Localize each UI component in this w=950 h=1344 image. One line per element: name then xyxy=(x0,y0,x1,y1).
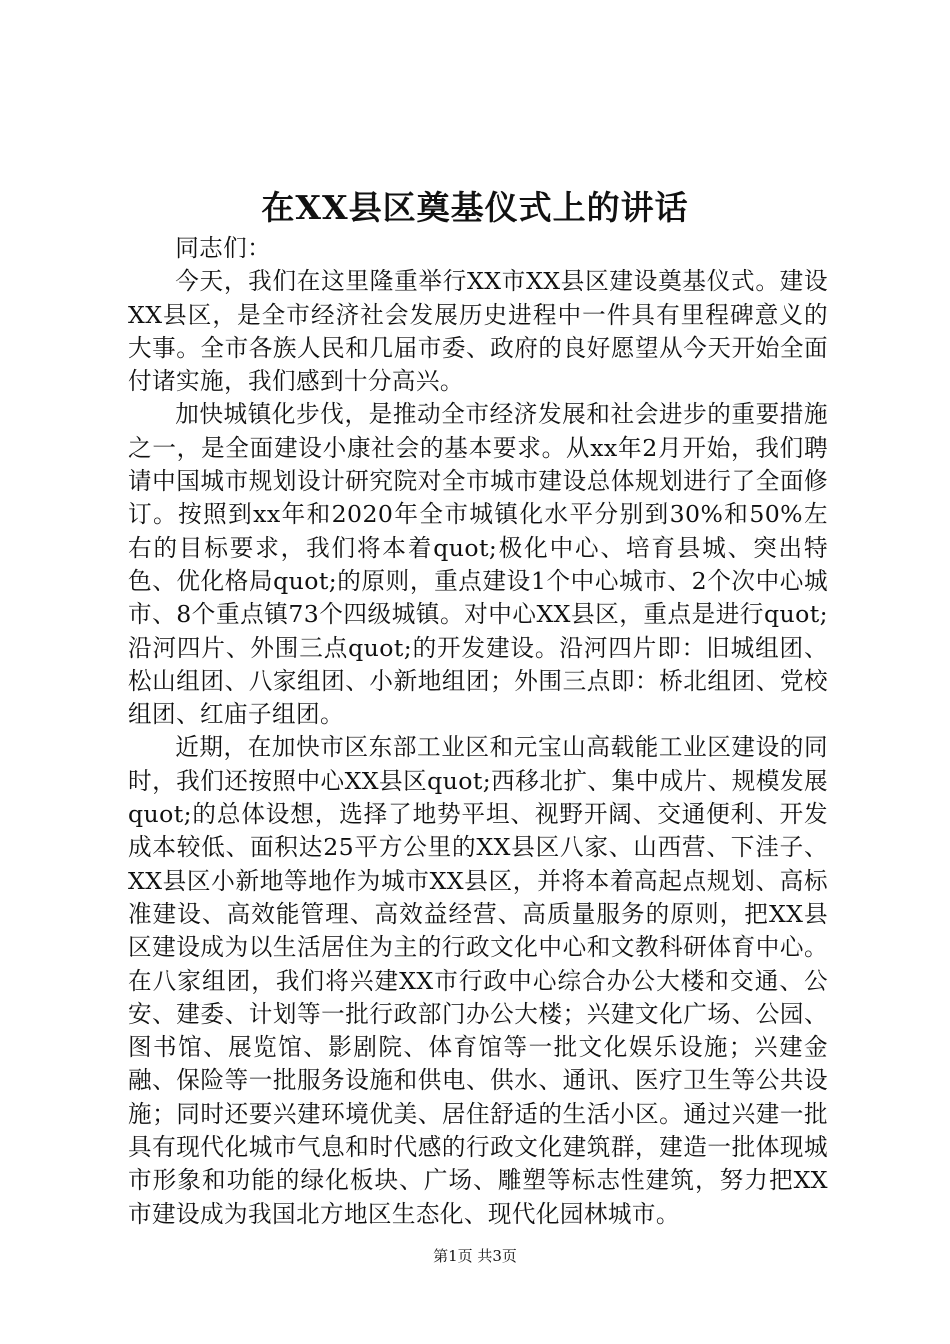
paragraph-3: 近期，在加快市区东部工业区和元宝山高载能工业区建设的同时，我们还按照中心XX县区quot;西移北扩、集中成片、规模发展quot;的总体设想，选择了地势平坦、视野开阔、交通便利、开发成本较低、面积达25平方公里的XX县区八家、山西营、下洼子、XX县区小新地等地作为城市XX县区，并将本着高起点规划、高标准建设、高效能管理、高效益经营、高质量服务的原则，把XX县区建设成为以生活居住为主的行政文化中心和文教科研体育中心。在八家组团，我们将兴建XX市行政中心综合办公大楼和交通、公安、建委、计划等一批行政部门办公大楼；兴建文化广场、公园、图书馆、展览馆、影剧院、体育馆等一批文化娱乐设施；兴建金融、保险等一批服务设施和供电、供水、通讯、医疗卫生等公共设施；同时还要兴建环境优美、居住舒适的生活小区。通过兴建一批具有现代化城市气息和时代感的行政文化建筑群，建造一批体现城市形象和功能的绿化板块、广场、雕塑等标志性建筑，努力把XX市建设成为我国北方地区生态化、现代化园林城市。 xyxy=(128,733,828,1228)
page-number-footer: 第1页 共3页 xyxy=(433,1247,517,1265)
paragraph-2: 加快城镇化步伐，是推动全市经济发展和社会进步的重要措施之一，是全面建设小康社会的基本要求。从xx年2月开始，我们聘请中国城市规划设计研究院对全市城市建设总体规划进行了全面修订。按照到xx年和2020年全市城镇化水平分别到30%和50%左右的目标要求，我们将本着quot;极化中心、培育县城、突出特色、优化格局quot;的原则，重点建设1个中心城市、2个次中心城市、8个重点镇73个四级城镇。对中心XX县区，重点是进行quot;沿河四片、外围三点quot;的开发建设。沿河四片即：旧城组团、松山组团、八家组团、小新地组团；外围三点即：桥北组团、党校组团、红庙子组团。 xyxy=(128,400,828,729)
paragraph-1: 今天，我们在这里隆重举行XX市XX县区建设奠基仪式。建设XX县区，是全市经济社会发展历史进程中一件具有里程碑意义的大事。全市各族人民和几届市委、政府的良好愿望从今天开始全面付诸实施，我们感到十分高兴。 xyxy=(128,267,828,396)
document-title: 在XX县区奠基仪式上的讲话 xyxy=(261,188,689,227)
salutation: 同志们： xyxy=(175,234,272,262)
document-body xyxy=(128,232,828,1231)
